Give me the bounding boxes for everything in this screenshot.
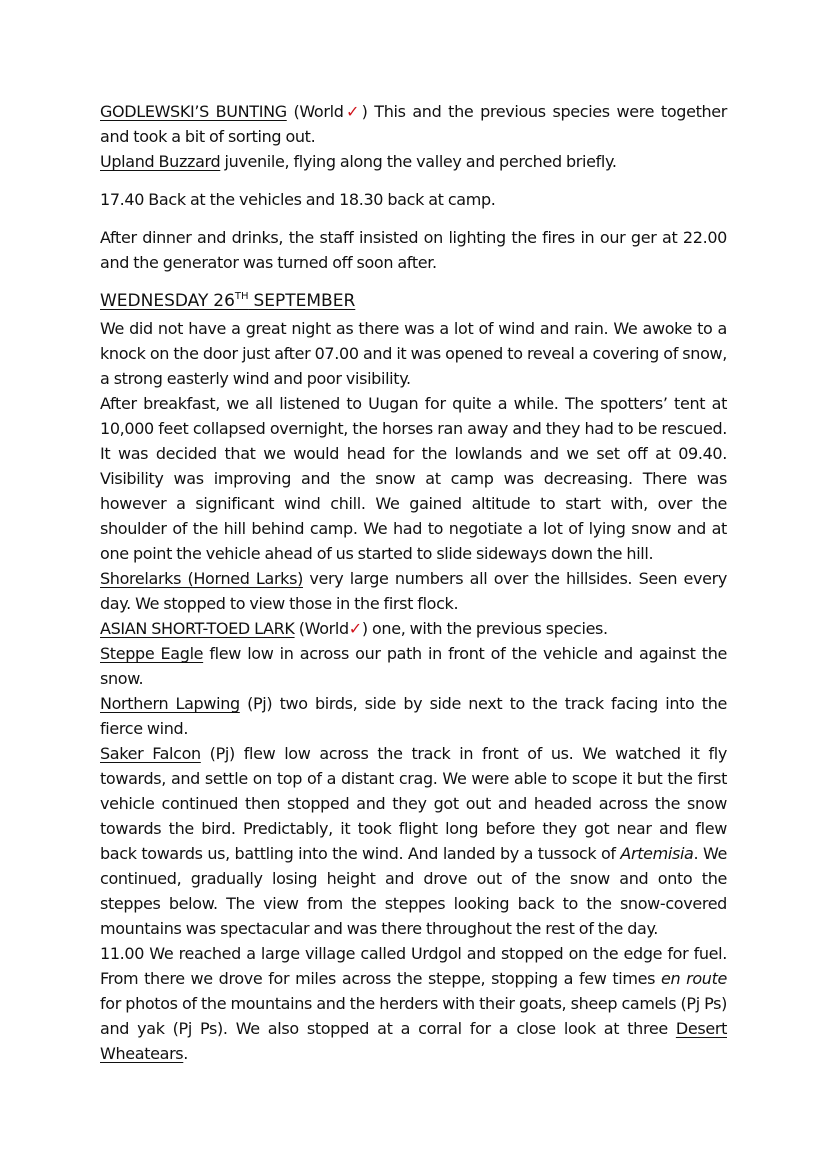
paragraph-night: We did not have a great night as there was a lot of wind and rain. We awoke to a knock on the door just after 07.00 and it was opened to reveal a covering of snow, a strong easterly wind and poor visibility. — [100, 319, 727, 388]
species-name: ASIAN SHORT-TOED LARK — [100, 619, 295, 638]
entry-northern-lapwing: Northern Lapwing (Pj) two birds, side by side next to the track facing into the fierce wind. — [100, 694, 727, 738]
section-evening — [100, 99, 727, 174]
species-name: Upland Buzzard — [100, 152, 221, 171]
entry-steppe-eagle: Steppe Eagle flew low in across our path in front of the vehicle and against the snow. — [100, 644, 727, 688]
species-name: Steppe Eagle — [100, 644, 204, 663]
section-wednesday — [100, 316, 727, 1066]
entry-shorelarks: Shorelarks (Horned Larks) very large numbers all over the hillsides. Seen every day. We stopped to view those in the first flock. — [100, 569, 728, 613]
checkmark-icon: ✓ — [343, 102, 362, 121]
entry-asian-short-toed-lark: ASIAN SHORT-TOED LARK (World✓) one, with the previous species. — [100, 619, 608, 638]
paragraph-back-at-vehicles: 17.40 Back at the vehicles and 18.30 back at camp. — [100, 190, 496, 209]
day-heading: WEDNESDAY 26TH SEPTEMBER — [100, 291, 356, 311]
entry-upland-buzzard: Upland Buzzard juvenile, flying along the valley and perched briefly. — [100, 152, 617, 171]
paragraph-after-breakfast: After breakfast, we all listened to Uugan for quite a while. The spotters’ tent at 10,000 feet collapsed overnight, the horses ran away and they had to be rescued. It was decided that we would head for the lowlands and we set off at 09.40. Visibility was improving and the snow at camp was decreasing. There was however a significant wind chill. We gained altitude to start with, over the shoulder of the hill behind camp. We had to negotiate a lot of lying snow and at one point the vehicle ahead of us started to slide sideways down the hill. — [100, 394, 727, 563]
species-name: Saker Falcon — [100, 744, 201, 763]
entry-godlewskis-bunting: GODLEWSKI’S BUNTING (World✓) This and the previous species were together and took a bit of sorting out. — [100, 102, 728, 146]
paragraph-urdgol: 11.00 We reached a large village called Urdgol and stopped on the edge for fuel. From there we drove for miles across the steppe, stopping a few times en route for photos of the mountains and the herders with their goats, sheep camels (Pj Ps) and yak (Pj Ps). We also stopped at a corral for a close look at three Desert Wheatears. — [100, 944, 727, 1063]
species-name: GODLEWSKI’S BUNTING — [100, 102, 287, 121]
species-name: Shorelarks (Horned Larks) — [100, 569, 303, 588]
entry-saker-falcon: Saker Falcon (Pj) flew low across the track in front of us. We watched it fly towards, and settle on top of a distant crag. We were able to scope it but the first vehicle continued then stopped and they got out and headed across the snow towards the bird. Predictably, it took flight long before they got near and flew back towards us, battling into the wind. And landed by a tussock of Artemisia. We continued, gradually losing height and drove out of the snow and onto the steppes below. The view from the steppes looking back to the snow-covered mountains was spectacular and was there throughout the rest of the day. — [100, 744, 727, 938]
species-name: Northern Lapwing — [100, 694, 240, 713]
paragraph-after-dinner: After dinner and drinks, the staff insisted on lighting the fires in our ger at 22.00 and the generator was turned off soon after. — [100, 228, 727, 272]
species-name: Desert Wheatears — [100, 1019, 727, 1063]
checkmark-icon: ✓ — [348, 619, 362, 638]
